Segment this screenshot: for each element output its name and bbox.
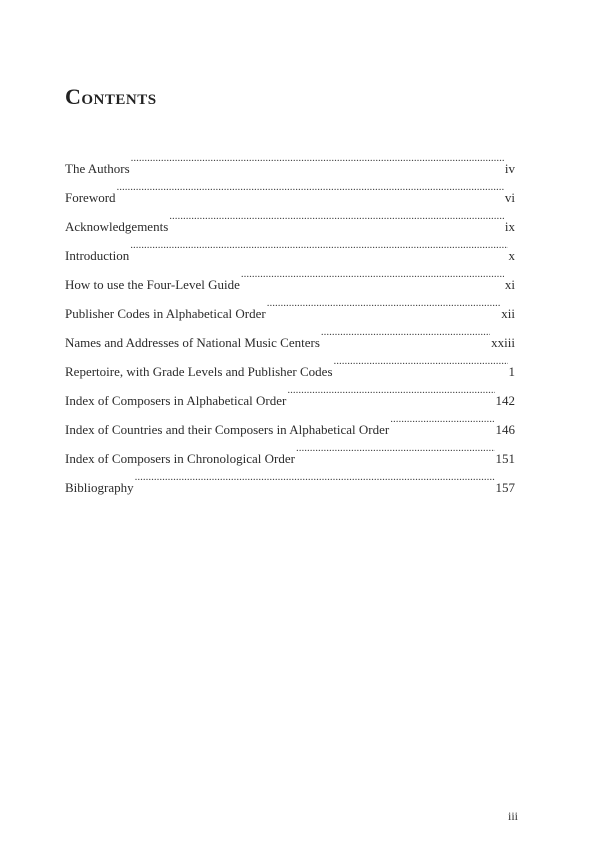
toc-entry-title: Publisher Codes in Alphabetical Order <box>65 306 266 321</box>
toc-entry-page: xxiii <box>491 335 515 350</box>
toc-entry-page: iv <box>504 161 515 176</box>
toc-entry-page: xi <box>504 277 515 292</box>
dot-leader <box>241 260 504 289</box>
toc-entry-title: Index of Composers in Chronological Order <box>65 451 295 466</box>
dot-leader <box>334 347 508 376</box>
toc-entry <box>65 202 515 234</box>
toc-entry <box>65 173 515 205</box>
toc-entry-title: How to use the Four-Level Guide <box>65 277 240 292</box>
toc-entry-title: Foreword <box>65 190 116 205</box>
dot-leader <box>296 434 495 463</box>
page-number: iii <box>507 809 518 823</box>
toc-entry-page: ix <box>504 219 515 234</box>
contents-heading: Contents <box>65 84 157 109</box>
toc-entry-title: Repertoire, with Grade Levels and Publisher Codes <box>65 364 333 379</box>
dot-leader <box>267 289 501 318</box>
dot-leader <box>117 173 504 202</box>
toc-entry-page: 157 <box>495 480 515 495</box>
table-of-contents <box>65 144 515 495</box>
dot-leader <box>321 318 490 347</box>
toc-entry-page: 142 <box>495 393 515 408</box>
toc-entry <box>65 260 515 292</box>
dot-leader <box>390 405 494 434</box>
toc-entry-title: Index of Composers in Alphabetical Order <box>65 393 287 408</box>
toc-entry-title: Introduction <box>65 248 130 263</box>
toc-entry-page: vi <box>504 190 515 205</box>
toc-entry-title: Acknowledgements <box>65 219 169 234</box>
dot-leader <box>287 376 494 405</box>
dot-leader <box>131 144 504 173</box>
toc-entry-title: Names and Addresses of National Music Centers <box>65 335 320 350</box>
toc-entry-title: The Authors <box>65 161 130 176</box>
toc-entry-page: 1 <box>508 364 515 379</box>
toc-entry-page: x <box>508 248 515 263</box>
toc-entry-page: 151 <box>495 451 515 466</box>
toc-entry-title: Index of Countries and their Composers in Alphabetical Order <box>65 422 390 437</box>
toc-entry <box>65 144 515 176</box>
dot-leader <box>135 463 495 492</box>
toc-entry-title: Bibliography <box>65 480 134 495</box>
toc-entry-page: 146 <box>495 422 515 437</box>
toc-entry <box>65 231 515 263</box>
dot-leader <box>169 202 504 231</box>
toc-entry-page: xii <box>501 306 515 321</box>
dot-leader <box>130 231 507 260</box>
